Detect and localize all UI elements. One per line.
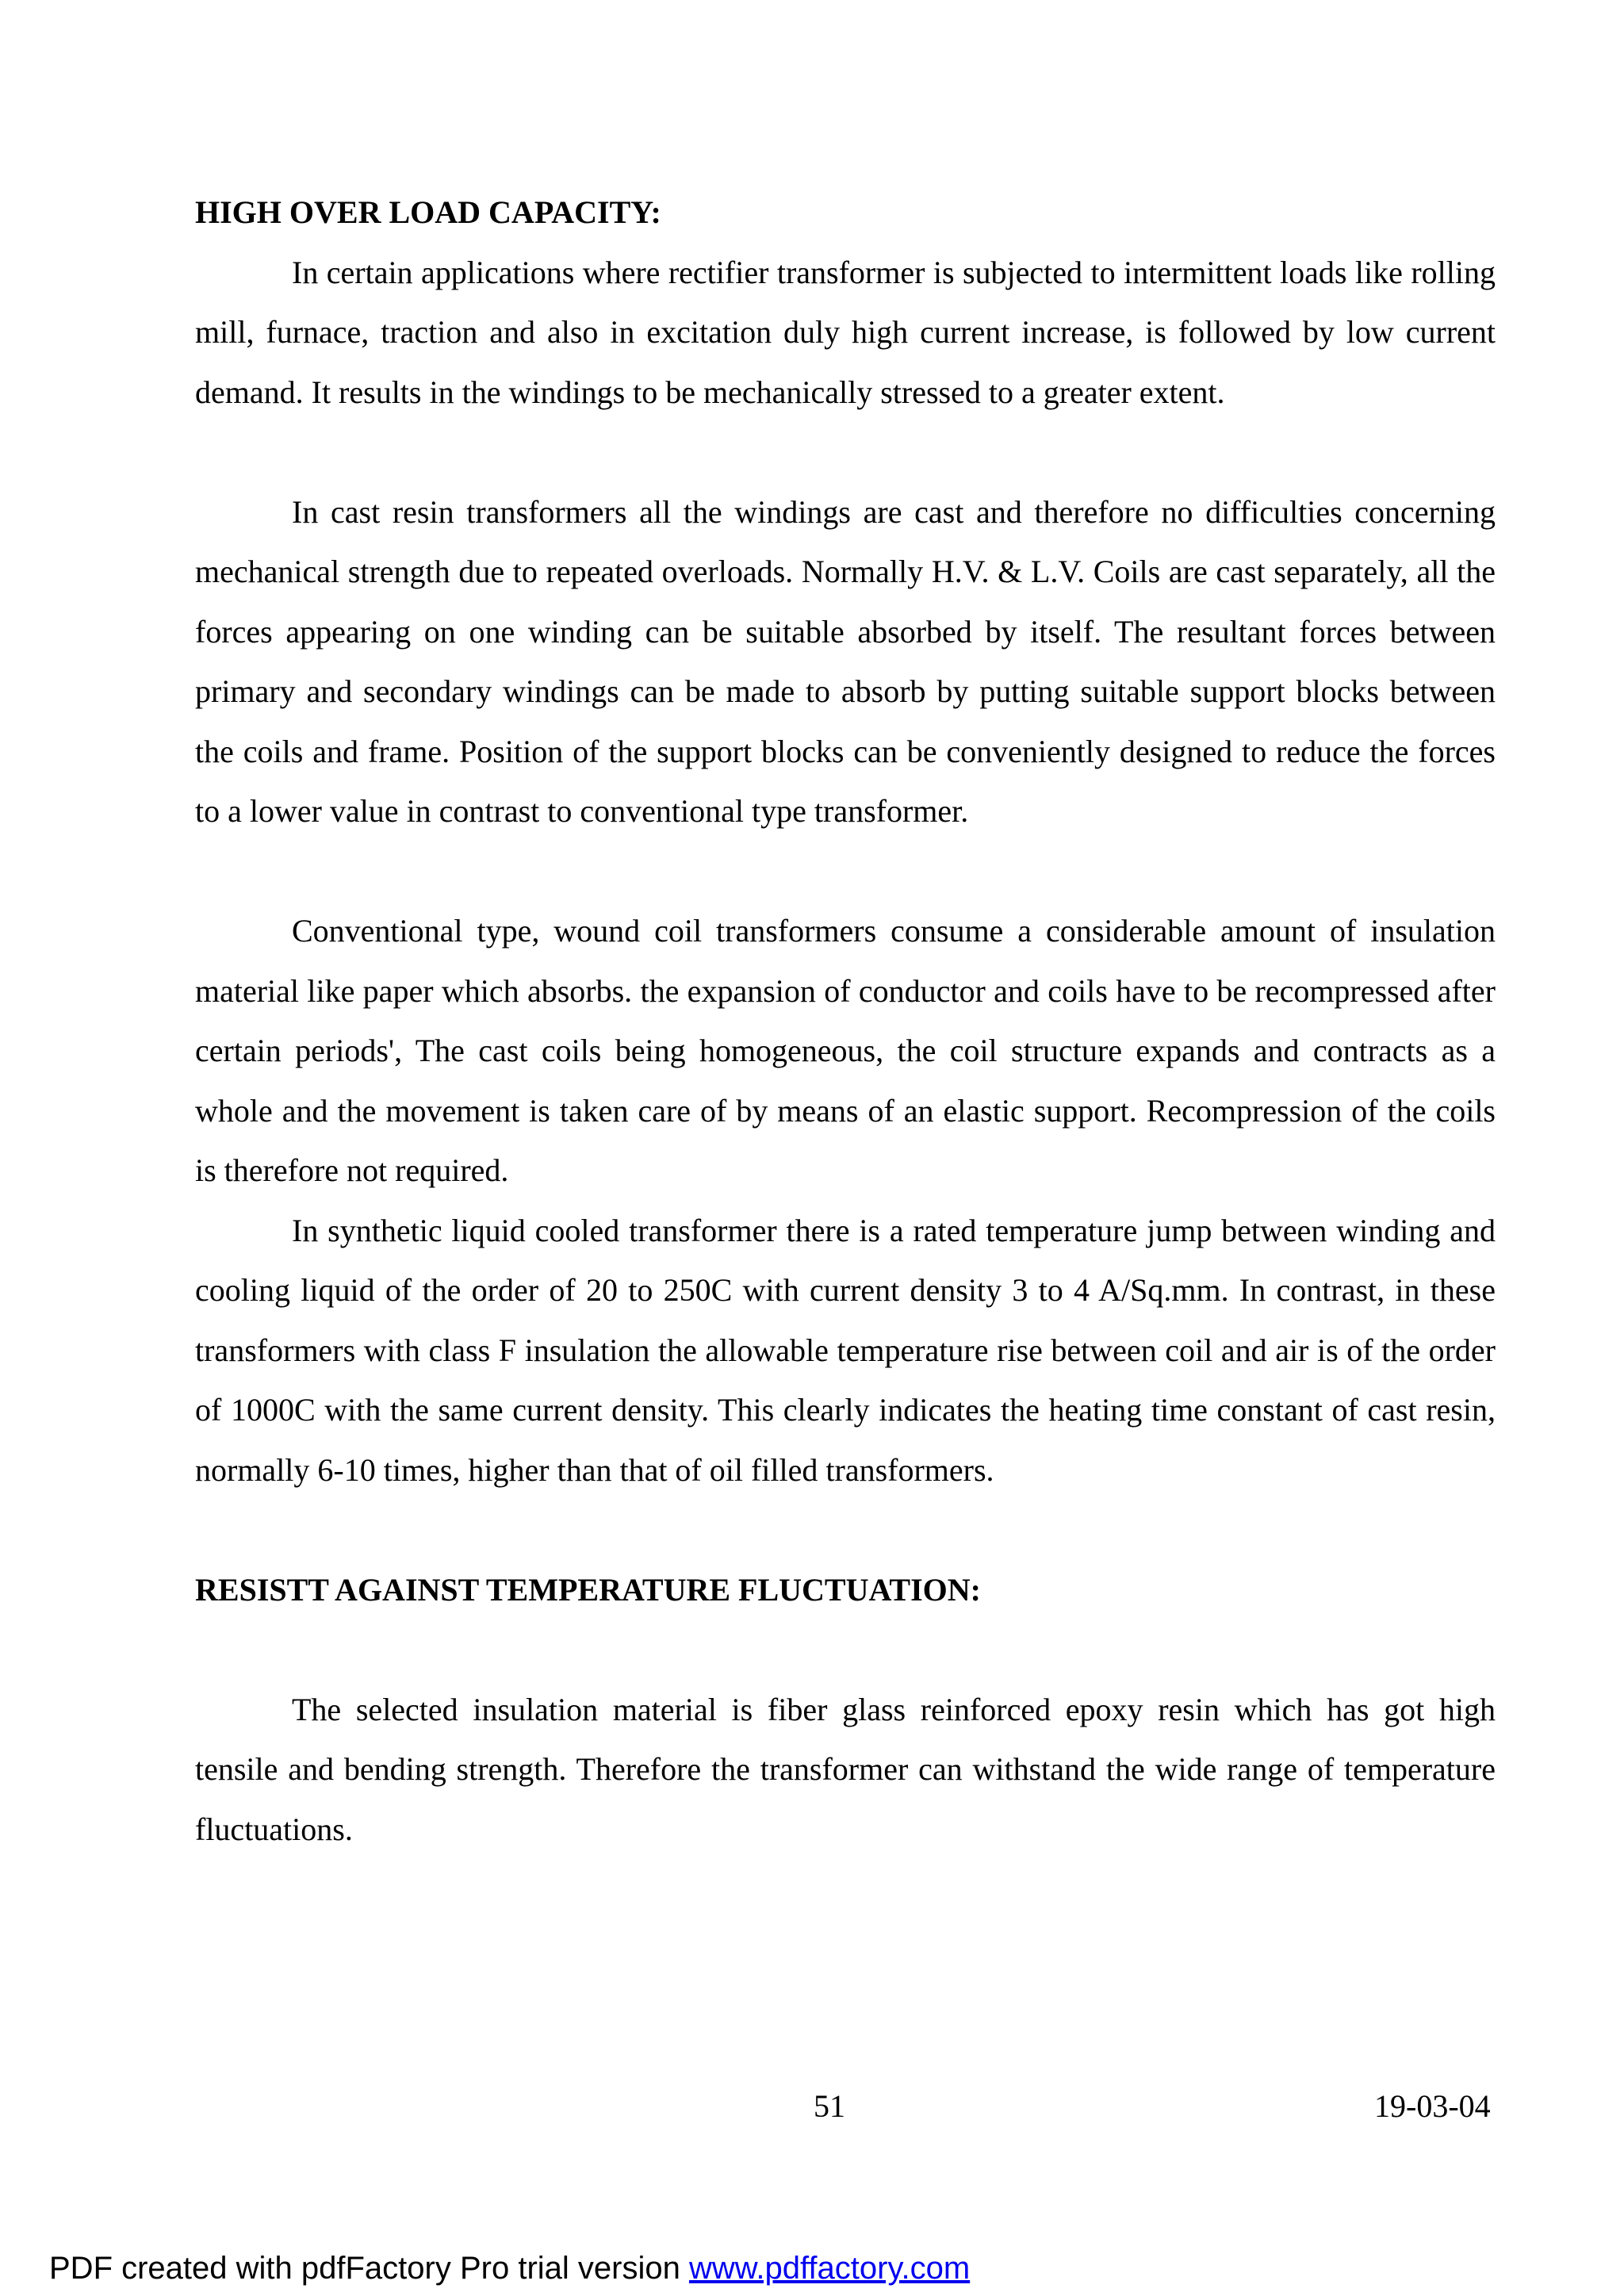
paragraph-conventional-type: Conventional type, wound coil transformers consume a considerable amount of insulation material like paper which absorbs. the expansion of conductor and coils have to be recompressed after certain periods', The cast coils being homogeneous, the coil structure expands and contracts as a whole and the movement is taken care of by means of an elastic support. Recompression of the coils is therefore not required.	[195, 913, 1496, 1188]
paragraph-spacer	[195, 422, 1496, 482]
watermark-text: PDF created with pdfFactory Pro trial version	[49, 2251, 689, 2286]
page-number: 51	[814, 2088, 845, 2124]
paragraph-synthetic-liquid: In synthetic liquid cooled transformer there is a rated temperature jump between winding and cooling liquid of the order of 20 to 250C with current density 3 to 4 A/Sq.mm. In contrast, in these transformers with class F insulation the allowable temperature rise between coil and air is of the order of 1000C with the same current density. This clearly indicates the heating time constant of cast resin, normally 6-10 times, higher than that of oil filled transformers.	[195, 1212, 1496, 1488]
watermark-link[interactable]: www.pdffactory.com	[688, 2251, 971, 2286]
footer-date: 19-03-04	[1374, 2088, 1491, 2124]
pdf-watermark	[49, 2249, 970, 2287]
paragraph-spacer	[195, 1500, 1496, 1560]
document-body	[195, 182, 1496, 1859]
section-heading-temperature: RESISTT AGAINST TEMPERATURE FLUCTUATION:	[195, 1571, 981, 1608]
paragraph-intermittent-loads: In certain applications where rectifier transformer is subjected to intermittent loads like rolling mill, furnace, traction and also in excitation duly high current increase, is followed by low current demand. It results in the windings to be mechanically stressed to a greater extent.	[195, 254, 1496, 410]
paragraph-cast-resin-windings: In cast resin transformers all the windings are cast and therefore no difficulties concerning mechanical strength due to repeated overloads. Normally H.V. & L.V. Coils are cast separately, all the forces appearing on one winding can be suitable absorbed by itself. The resultant forces between primary and secondary windings can be made to absorb by putting suitable support blocks between the coils and frame. Position of the support blocks can be conveniently designed to reduce the forces to a lower value in contrast to conventional type transformer.	[195, 493, 1496, 829]
paragraph-insulation-material: The selected insulation material is fiber glass reinforced epoxy resin which has got high tensile and bending strength. Therefore the transformer can withstand the wide range of temperature fluctuations.	[195, 1691, 1496, 1847]
section-heading-overload: HIGH OVER LOAD CAPACITY:	[195, 194, 661, 230]
paragraph-spacer	[195, 1619, 1496, 1680]
paragraph-spacer	[195, 841, 1496, 902]
